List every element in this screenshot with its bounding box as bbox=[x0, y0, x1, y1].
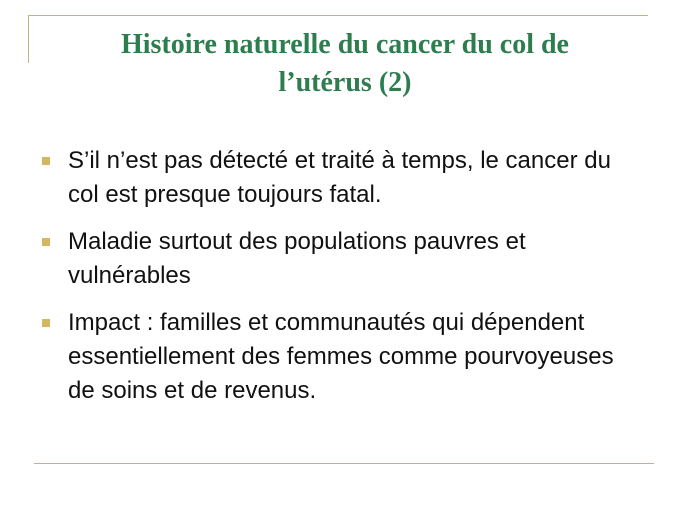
bullet-text: Impact : familles et communautés qui dépendent essentiellement des femmes comme pourvoyeuses de soins et de revenus. bbox=[68, 309, 614, 404]
slide-title-line-2: l’utérus (2) bbox=[278, 67, 412, 98]
bullet-item bbox=[42, 225, 642, 293]
square-bullet-icon bbox=[42, 238, 50, 246]
frame-top-line bbox=[28, 15, 648, 16]
slide-title bbox=[40, 26, 650, 102]
bullet-item bbox=[42, 144, 642, 212]
bullet-list bbox=[42, 144, 642, 421]
square-bullet-icon bbox=[42, 157, 50, 165]
bullet-text: Maladie surtout des populations pauvres et vulnérables bbox=[68, 228, 526, 289]
frame-left-line bbox=[28, 15, 29, 63]
square-bullet-icon bbox=[42, 319, 50, 327]
slide-title-line-1: Histoire naturelle du cancer du col de bbox=[121, 29, 569, 60]
bullet-item bbox=[42, 306, 642, 408]
bullet-text: S’il n’est pas détecté et traité à temps, le cancer du col est presque toujours fatal. bbox=[68, 147, 611, 208]
bottom-rule bbox=[34, 463, 654, 464]
